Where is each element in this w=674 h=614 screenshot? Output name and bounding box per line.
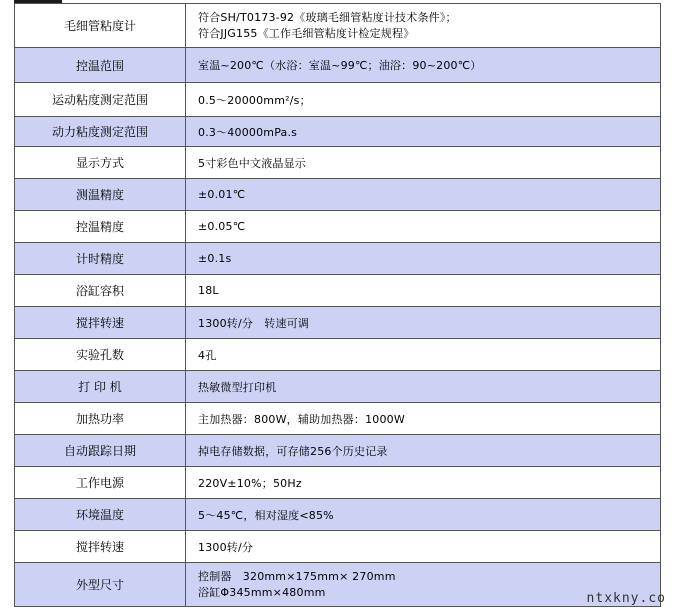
table-row [15, 435, 661, 467]
row-label: 运动粘度测定范围 [15, 83, 186, 117]
value-line: 符合SH/T0173-92《玻璃毛细管粘度计技术条件》； [198, 10, 457, 24]
row-label: 动力粘度测定范围 [15, 117, 186, 147]
table-row [15, 179, 661, 211]
table-row [15, 467, 661, 499]
table-row [15, 4, 661, 48]
row-value: ±0.1s [186, 243, 661, 275]
row-label: 控温精度 [15, 211, 186, 243]
row-label: 环境温度 [15, 499, 186, 531]
table-row [15, 83, 661, 117]
value-line: 控制器 320mm×175mm× 270mm [198, 569, 396, 583]
row-value [186, 4, 661, 48]
row-label: 测温精度 [15, 179, 186, 211]
row-label: 加热功率 [15, 403, 186, 435]
row-value: 4孔 [186, 339, 661, 371]
table-row [15, 403, 661, 435]
row-value: ±0.05℃ [186, 211, 661, 243]
row-label: 搅拌转速 [15, 307, 186, 339]
row-value: 0.5～20000mm²/s； [186, 83, 661, 117]
row-label: 控温范围 [15, 48, 186, 83]
row-label: 浴缸容积 [15, 275, 186, 307]
table-row [15, 147, 661, 179]
row-value: 5～45℃，相对湿度<85% [186, 499, 661, 531]
row-value: 热敏微型打印机 [186, 371, 661, 403]
table-row [15, 563, 661, 607]
table-row [15, 371, 661, 403]
row-label: 搅拌转速 [15, 531, 186, 563]
row-label: 工作电源 [15, 467, 186, 499]
row-label: 自动跟踪日期 [15, 435, 186, 467]
table-row [15, 117, 661, 147]
table-row [15, 531, 661, 563]
row-value: 主加热器：800W，辅助加热器：1000W [186, 403, 661, 435]
table-row [15, 211, 661, 243]
table-row [15, 499, 661, 531]
spec-table [14, 3, 661, 607]
row-value: 0.3～40000mPa.s [186, 117, 661, 147]
table-row [15, 243, 661, 275]
row-label: 打 印 机 [15, 371, 186, 403]
row-label: 实验孔数 [15, 339, 186, 371]
row-value: 18L [186, 275, 661, 307]
row-label: 计时精度 [15, 243, 186, 275]
row-value: 220V±10%；50Hz [186, 467, 661, 499]
row-value: 掉电存储数据，可存储256个历史记录 [186, 435, 661, 467]
table-row [15, 275, 661, 307]
value-line: 符合JJG155《工作毛细管粘度计检定规程》 [198, 26, 415, 40]
row-value: 1300转/分 [186, 531, 661, 563]
row-value: ±0.01℃ [186, 179, 661, 211]
table-row [15, 307, 661, 339]
row-label: 毛细管粘度计 [15, 4, 186, 48]
table-row [15, 339, 661, 371]
row-value: 室温~200℃（水浴：室温~99℃；油浴：90~200℃） [186, 48, 661, 83]
row-value: 5寸彩色中文液晶显示 [186, 147, 661, 179]
row-label: 显示方式 [15, 147, 186, 179]
row-value: 1300转/分 转速可调 [186, 307, 661, 339]
row-label: 外型尺寸 [15, 563, 186, 607]
value-line: 浴缸Φ345mm×480mm [198, 585, 326, 599]
table-row [15, 48, 661, 83]
site-watermark: ntxkny.co [586, 591, 666, 606]
